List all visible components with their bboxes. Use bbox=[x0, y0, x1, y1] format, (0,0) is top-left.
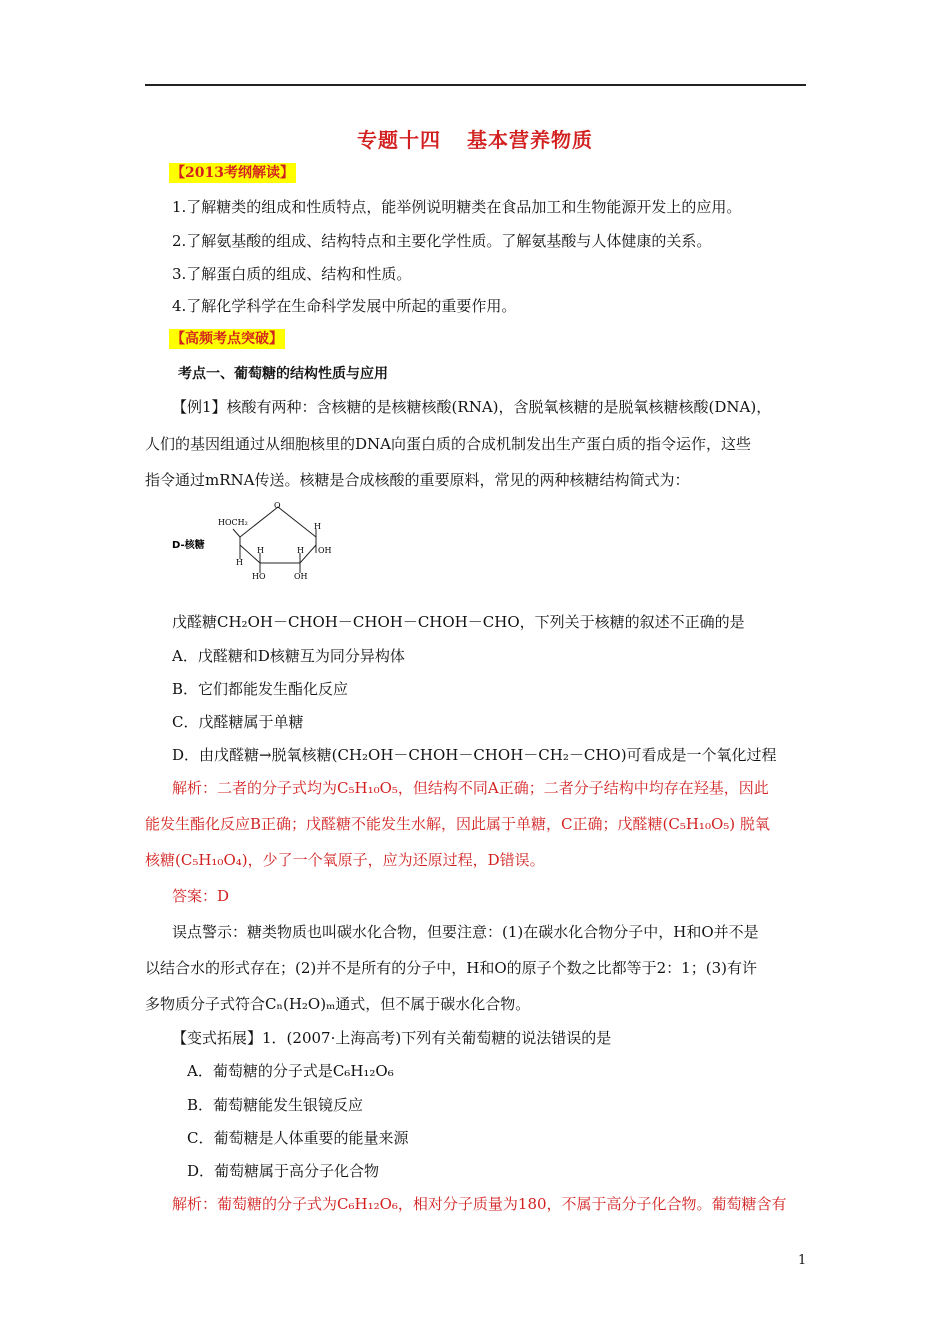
option: D．由戊醛糖→脱氧核糖(CH₂OH－CHOH－CHOH－CH₂－CHO)可看成是一个氧化过程 bbox=[172, 746, 777, 764]
header-rule bbox=[145, 84, 806, 86]
example-line: 指令通过mRNA传送。核糖是合成核酸的重要原料，常见的两种核糖结构简式为： bbox=[145, 471, 690, 489]
outline-item: 3.了解蛋白质的组成、结构和性质。 bbox=[172, 265, 412, 283]
variant-option: A．葡萄糖的分子式是C₆H₁₂O₆ bbox=[187, 1062, 394, 1080]
focus-heading: 【高频考点突破】 bbox=[171, 331, 283, 347]
variant-stem: 【变式拓展】1．(2007·上海高考)下列有关葡萄糖的说法错误的是 bbox=[172, 1029, 612, 1047]
question-stem: 戊醛糖CH₂OH－CHOH－CHOH－CHOH－CHO，下列关于核糖的叙述不正确的是 bbox=[172, 613, 745, 631]
warning-line: 误点警示：糖类物质也叫碳水化合物，但要注意：(1)在碳水化合物分子中，H和O并不是 bbox=[172, 923, 759, 941]
page-title bbox=[0, 124, 950, 153]
label-ho: HO bbox=[252, 572, 266, 581]
outline-item: 1.了解糖类的组成和性质特点，能举例说明糖类在食品加工和生物能源开发上的应用。 bbox=[172, 198, 742, 216]
label-oh: OH bbox=[294, 572, 308, 581]
ribose-structure-diagram bbox=[170, 497, 370, 589]
analysis-line: 解析：二者的分子式均为C₅H₁₀O₅，但结构不同A正确；二者分子结构中均存在羟基，因此 bbox=[172, 779, 769, 797]
diagram-name: D-核糖 bbox=[172, 540, 205, 551]
outline-item: 2.了解氨基酸的组成、结构特点和主要化学性质。了解氨基酸与人体健康的关系。 bbox=[172, 232, 712, 250]
analysis-line: 核糖(C₅H₁₀O₄)，少了一个氧原子，应为还原过程，D错误。 bbox=[145, 851, 545, 869]
topic-title: 考点一、葡萄糖的结构性质与应用 bbox=[178, 366, 388, 382]
title-right: 基本营养物质 bbox=[467, 128, 593, 152]
variant-option: B．葡萄糖能发生银镜反应 bbox=[187, 1096, 364, 1114]
warning-line: 以结合水的形式存在；(2)并不是所有的分子中，H和O的原子个数之比都等于2：1；(3)有许 bbox=[145, 959, 757, 977]
variant-analysis: 解析：葡萄糖的分子式为C₆H₁₂O₆，相对分子质量为180，不属于高分子化合物。葡萄糖含有 bbox=[172, 1195, 787, 1213]
page-number: 1 bbox=[798, 1253, 807, 1268]
warning-line: 多物质分子式符合Cₙ(H₂O)ₘ通式，但不属于碳水化合物。 bbox=[145, 995, 531, 1013]
analysis-line: 能发生酯化反应B正确；戊醛糖不能发生水解，因此属于单糖，C正确；戊醛糖(C₅H₁₀O₅) 脱氧 bbox=[145, 815, 770, 833]
label-h: H bbox=[297, 546, 304, 555]
answer: 答案：D bbox=[172, 887, 230, 905]
title-left: 专题十四 bbox=[357, 128, 441, 152]
outline-heading: 【2013考纲解读】 bbox=[171, 165, 294, 181]
option: C．戊醛糖属于单糖 bbox=[172, 713, 304, 731]
label-h: H bbox=[314, 522, 321, 531]
option: A．戊醛糖和D核糖互为同分异构体 bbox=[172, 647, 405, 665]
label-h: H bbox=[257, 546, 264, 555]
label-o: O bbox=[274, 501, 281, 510]
option: B．它们都能发生酯化反应 bbox=[172, 680, 349, 698]
label-h: H bbox=[236, 558, 243, 567]
label-hoch2: HOCH₂ bbox=[218, 518, 248, 527]
example-line: 【例1】核酸有两种：含核糖的是核糖核酸(RNA)，含脱氧核糖的是脱氧核糖核酸(DNA)， bbox=[172, 398, 772, 416]
example-line: 人们的基因组通过从细胞核里的DNA向蛋白质的合成机制发出生产蛋白质的指令运作，这些 bbox=[145, 435, 751, 453]
label-oh: OH bbox=[318, 546, 332, 555]
outline-item: 4.了解化学科学在生命科学发展中所起的重要作用。 bbox=[172, 297, 517, 315]
variant-option: C．葡萄糖是人体重要的能量来源 bbox=[187, 1129, 409, 1147]
variant-option: D．葡萄糖属于高分子化合物 bbox=[187, 1162, 380, 1180]
